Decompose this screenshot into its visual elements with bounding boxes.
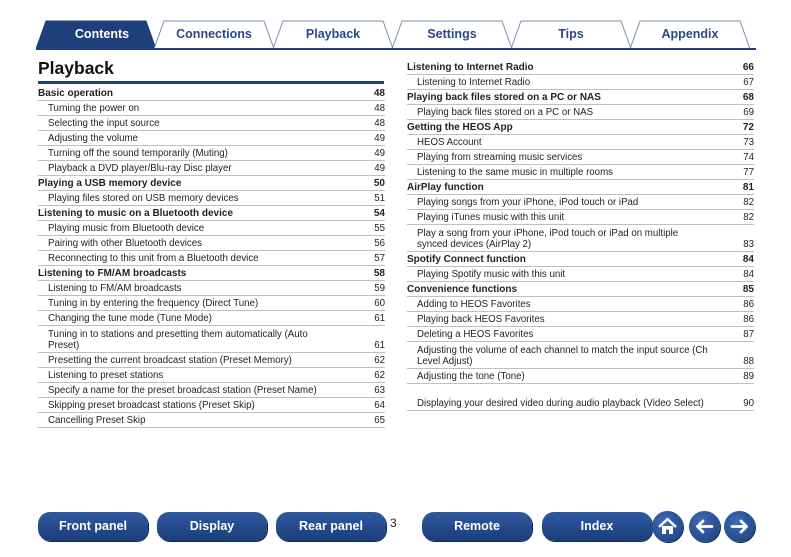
rear-panel-button[interactable]: Rear panel [276,512,386,541]
toc-entry[interactable] [38,116,385,131]
tab-bar [36,20,756,49]
tab-label: Settings [427,27,477,41]
toc-page-number: 49 [374,148,385,159]
toc-left-column [38,86,385,428]
toc-section-heading[interactable] [407,252,754,267]
toc-page-number: 54 [373,208,385,219]
toc-page-number: 73 [743,137,754,148]
toc-entry[interactable] [38,131,385,146]
toc-entry[interactable] [38,383,385,398]
toc-entry-text: Adjusting the tone (Tone) [417,371,525,382]
home-icon [652,511,683,542]
toc-entry-text: Adjusting the volume [48,133,138,144]
toc-entry[interactable] [38,221,385,236]
toc-entry[interactable] [38,311,385,326]
toc-section-heading[interactable] [38,266,385,281]
toc-entry-text: Listening to FM/AM broadcasts [48,283,182,294]
toc-entry[interactable] [407,105,754,120]
toc-entry-text: Presetting the current broadcast station (Preset Memory) [48,355,292,366]
toc-entry[interactable] [407,75,754,90]
toc-page-number: 58 [373,268,385,279]
toc-page-number: 84 [742,254,754,265]
toc-entry[interactable] [38,368,385,383]
toc-page-number: 77 [743,167,754,178]
toc-section-heading[interactable] [38,176,385,191]
toc-entry[interactable] [38,236,385,251]
toc-page-number: 57 [374,253,385,264]
tab-playback[interactable] [273,20,405,49]
toc-entry-text: Playing music from Bluetooth device [48,223,205,234]
display-button[interactable]: Display [157,512,267,541]
toc-entry[interactable] [38,281,385,296]
toc-entry-text: Basic operation [38,88,114,99]
toc-entry[interactable] [38,161,385,176]
toc-entry-text: Playing songs from your iPhone, iPod touch or iPad [417,197,639,208]
toc-page-number: 49 [374,163,385,174]
toc-entry-text: Playing a USB memory device [38,178,182,189]
toc-entry-text: Playing Spotify music with this unit [417,269,566,280]
toc-entry[interactable] [38,326,385,353]
tab-label: Appendix [661,27,719,41]
toc-entry-text: Playback a DVD player/Blu-ray Disc player [48,163,232,174]
front-panel-button[interactable]: Front panel [38,512,148,541]
toc-page-number: 56 [374,238,385,249]
toc-entry[interactable] [38,353,385,368]
tab-label: Connections [176,27,252,41]
tab-appendix[interactable] [630,20,756,49]
toc-entry[interactable] [407,225,754,252]
toc-page-number: 87 [743,329,754,340]
toc-entry[interactable] [407,342,754,369]
toc-entry[interactable] [38,413,385,428]
toc-entry-text: Turning the power on [48,103,140,114]
toc-page-number: 90 [743,398,754,409]
toc-page-number: 86 [743,314,754,325]
toc-entry[interactable] [407,150,754,165]
tab-label: Contents [74,27,130,41]
toc-page-number: 63 [374,385,385,396]
toc-page-number: 66 [742,62,754,73]
toc-page-number: 88 [743,356,754,367]
toc-entry-text: Playing back files stored on a PC or NAS [407,92,601,103]
toc-page-number: 55 [374,223,385,234]
remote-button[interactable]: Remote [422,512,532,541]
toc-entry-text: Listening to the same music in multiple rooms [417,167,613,178]
toc-page-number: 67 [743,77,754,88]
toc-page-number: 62 [374,370,385,381]
toc-entry-text: Listening to Internet Radio [417,77,531,88]
toc-entry[interactable] [38,251,385,266]
toc-entry[interactable] [407,297,754,312]
toc-page-number: 59 [374,283,385,294]
toc-page-number: 68 [742,92,754,103]
toc-entry[interactable] [407,195,754,210]
toc-entry[interactable] [407,312,754,327]
toc-entry-text: Playing from streaming music services [417,152,583,163]
toc-entry-text: Getting the HEOS App [407,122,513,133]
toc-entry-text: AirPlay function [407,182,484,193]
toc-page-number: 65 [374,415,385,426]
toc-page-number: 50 [373,178,385,189]
toc-page-number: 62 [374,355,385,366]
toc-page-number: 48 [374,103,385,114]
toc-section-heading[interactable] [407,180,754,195]
tab-settings[interactable] [392,20,524,49]
tab-label: Tips [558,27,584,41]
toc-entry[interactable] [38,191,385,206]
toc-page-number: 48 [373,88,385,99]
toc-page-number: 49 [374,133,385,144]
toc-page-number: 72 [742,122,754,133]
toc-entry-text: Changing the tune mode (Tune Mode) [48,313,212,324]
toc-entry[interactable] [38,296,385,311]
toc-page-number: 61 [374,340,385,351]
toc-entry-text: Selecting the input source [48,118,160,129]
toc-section-heading[interactable] [407,282,754,297]
toc-entry[interactable] [407,135,754,150]
toc-entry-text: Convenience functions [407,284,518,295]
toc-entry[interactable] [407,267,754,282]
tab-underline [36,48,756,50]
toc-entry-text: Playing iTunes music with this unit [417,212,565,223]
title-underline [38,81,384,84]
toc-entry-text: Specify a name for the preset broadcast station (Preset Name) [48,385,317,396]
forward-button[interactable] [724,511,755,542]
toc-page-number: 69 [743,107,754,118]
toc-entry-text: Adjusting the volume of each channel to match the input source (Ch Level Adjust) [417,345,708,367]
toc-page-number: 83 [743,239,754,250]
toc-entry-text: Skipping preset broadcast stations (Preset Skip) [48,400,255,411]
toc-entry[interactable] [407,384,754,411]
toc-page-number: 60 [374,298,385,309]
toc-entry[interactable] [38,146,385,161]
tab-tips[interactable] [511,20,643,49]
toc-entry-text: Spotify Connect function [407,254,526,265]
toc-entry-text: Play a song from your iPhone, iPod touch or iPad on multiple synced devices (AirPlay 2) [417,228,679,250]
toc-page-number: 64 [374,400,385,411]
toc-entry-text: HEOS Account [417,137,482,148]
toc-entry-text: Displaying your desired video during audio playback (Video Select) [417,398,704,409]
toc-entry[interactable] [407,210,754,225]
toc-entry-text: Listening to music on a Bluetooth device [38,208,234,219]
toc-entry-text: Playing back files stored on a PC or NAS [417,107,594,118]
forward-arrow-icon [724,511,755,542]
toc-section-heading[interactable] [38,206,385,221]
toc-entry-text: Playing files stored on USB memory devices [48,193,239,204]
back-button[interactable] [689,511,720,542]
toc-entry[interactable] [407,327,754,342]
toc-page-number: 89 [743,371,754,382]
toc-right-column [407,60,754,411]
toc-entry-text: Tuning in to stations and presetting them automatically (Auto Preset) [48,329,308,351]
toc-entry[interactable] [38,398,385,413]
toc-page-number: 85 [742,284,754,295]
toc-section-heading[interactable] [407,60,754,75]
toc-entry[interactable] [407,165,754,180]
toc-page-number: 48 [374,118,385,129]
toc-entry-text: Cancelling Preset Skip [48,415,146,426]
toc-entry-text: Listening to Internet Radio [407,62,534,73]
toc-page-number: 82 [743,197,754,208]
home-button[interactable] [652,511,683,542]
toc-page-number: 81 [742,182,754,193]
toc-page-number: 61 [374,313,385,324]
back-arrow-icon [689,511,720,542]
toc-entry-text: Adding to HEOS Favorites [417,299,531,310]
toc-entry-text: Turning off the sound temporarily (Muting) [48,148,228,159]
toc-section-heading[interactable] [407,90,754,105]
tab-contents[interactable] [36,20,168,49]
page-number: 3 [390,516,397,530]
toc-entry-text: Listening to FM/AM broadcasts [38,268,187,279]
toc-page-number: 51 [374,193,385,204]
tab-label: Playback [305,27,361,41]
toc-page-number: 74 [743,152,754,163]
toc-page-number: 86 [743,299,754,310]
toc-entry-text: Playing back HEOS Favorites [417,314,545,325]
page-title: Playback [38,58,114,78]
toc-entry-text: Listening to preset stations [48,370,164,381]
toc-entry-text: Deleting a HEOS Favorites [417,329,534,340]
toc-section-heading[interactable] [38,86,385,101]
toc-entry-text: Tuning in by entering the frequency (Direct Tune) [48,298,259,309]
toc-entry[interactable] [38,101,385,116]
toc-page-number: 84 [743,269,754,280]
toc-page-number: 82 [743,212,754,223]
toc-entry-text: Pairing with other Bluetooth devices [48,238,203,249]
toc-entry-text: Reconnecting to this unit from a Bluetooth device [48,253,259,264]
tab-connections[interactable] [154,20,286,49]
index-button[interactable]: Index [542,512,652,541]
toc-section-heading[interactable] [407,120,754,135]
toc-entry[interactable] [407,369,754,384]
